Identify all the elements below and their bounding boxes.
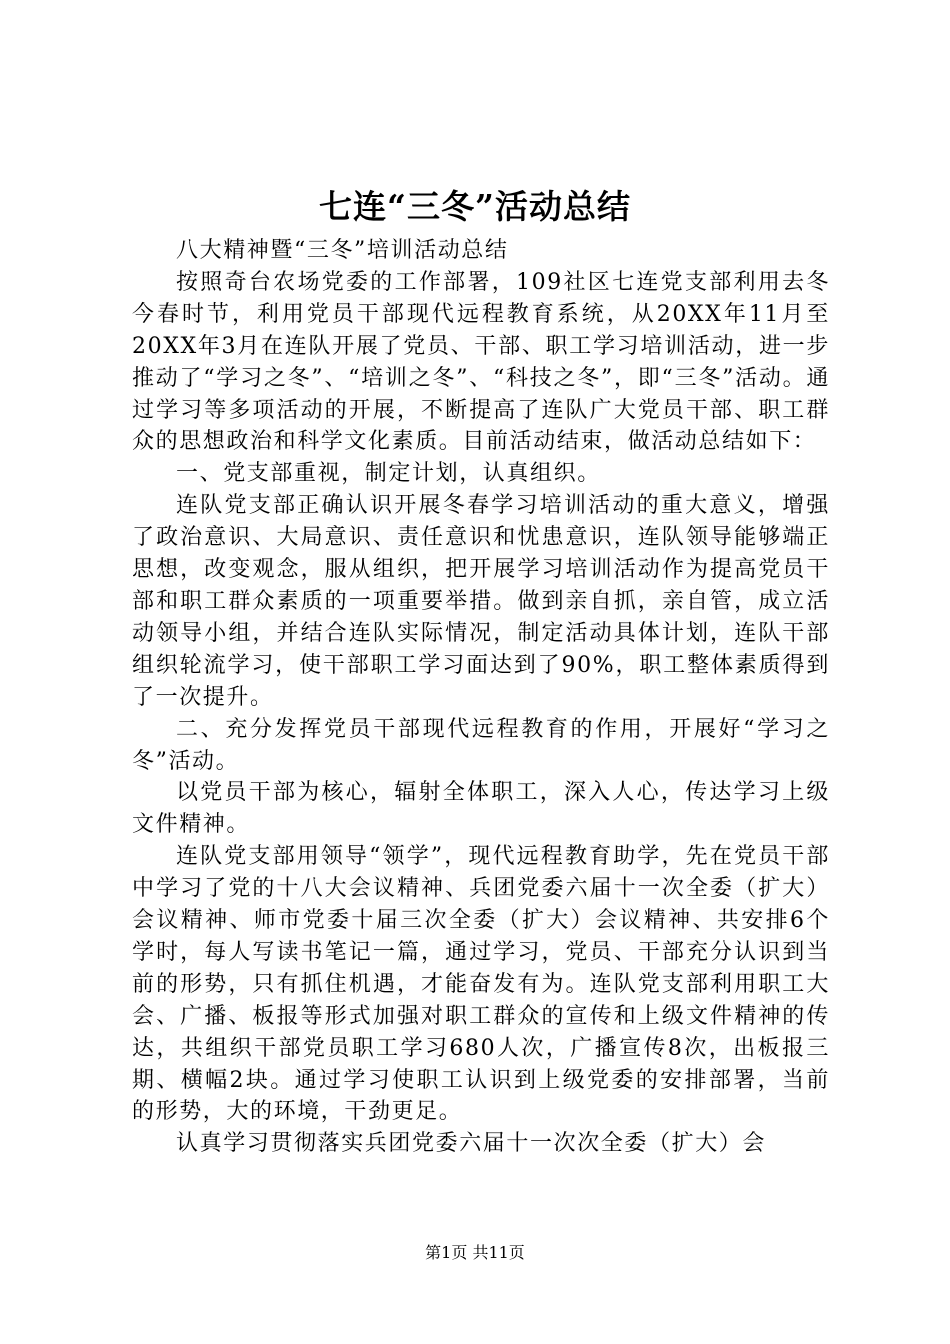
section-heading-2: 二、充分发挥党员干部现代远程教育的作用，开展好“学习之冬”活动。 [132, 716, 830, 774]
section-2-paragraph-1: 以党员干部为核心，辐射全体职工，深入人心，传达学习上级文件精神。 [132, 780, 830, 838]
document-body [132, 235, 830, 1160]
section-1-paragraph: 连队党支部正确认识开展冬春学习培训活动的重大意义，增强了政治意识、大局意识、责任意识和忧患意识，连队领导能够端正思想，改变观念，服从组织，把开展学习培训活动作为提高党员干部和职工群众素质的一项重要举措。做到亲自抓，亲自管，成立活动领导小组，并结合连队实际情况，制定活动具体计划，连队干部组织轮流学习，使干部职工学习面达到了90%，职工整体素质得到了一次提升。 [132, 493, 830, 710]
section-heading-1: 一、党支部重视，制定计划，认真组织。 [176, 461, 601, 487]
section-2-paragraph-2: 连队党支部用领导“领学”，现代远程教育助学，先在党员干部中学习了党的十八大会议精神、兵团党委六届十一次全委（扩大）会议精神、师市党委十届三次全委（扩大）会议精神、共安排6个学时，每人写读书笔记一篇，通过学习，党员、干部充分认识到当前的形势，只有抓住机遇，才能奋发有为。连队党支部利用职工大会、广播、板报等形式加强对职工群众的宣传和上级文件精神的传达，共组织干部党员职工学习680人次，广播宣传8次，出板报三期、横幅2块。通过学习使职工认识到上级党委的安排部署，当前的形势，大的环境，干劲更足。 [132, 844, 830, 1125]
subtitle-paragraph: 八大精神暨“三冬”培训活动总结 [176, 238, 509, 263]
section-2-paragraph-3: 认真学习贯彻落实兵团党委六届十一次次全委（扩大）会 [176, 1131, 767, 1157]
page-footer: 第1页 共11页 [425, 1243, 525, 1262]
intro-paragraph: 按照奇台农场党委的工作部署，109社区七连党支部利用去冬今春时节，利用党员干部现代远程教育系统，从20XX年11月至20XX年3月在连队开展了党员、干部、职工学习培训活动，进一步推动了“学习之冬”、“培训之冬”、“科技之冬”，即“三冬”活动。通过学习等多项活动的开展，不断提高了连队广大党员干部、职工群众的思想政治和科学文化素质。目前活动结束，做活动总结如下： [132, 269, 830, 455]
page-title: 七连“三冬”活动总结 [319, 187, 631, 226]
